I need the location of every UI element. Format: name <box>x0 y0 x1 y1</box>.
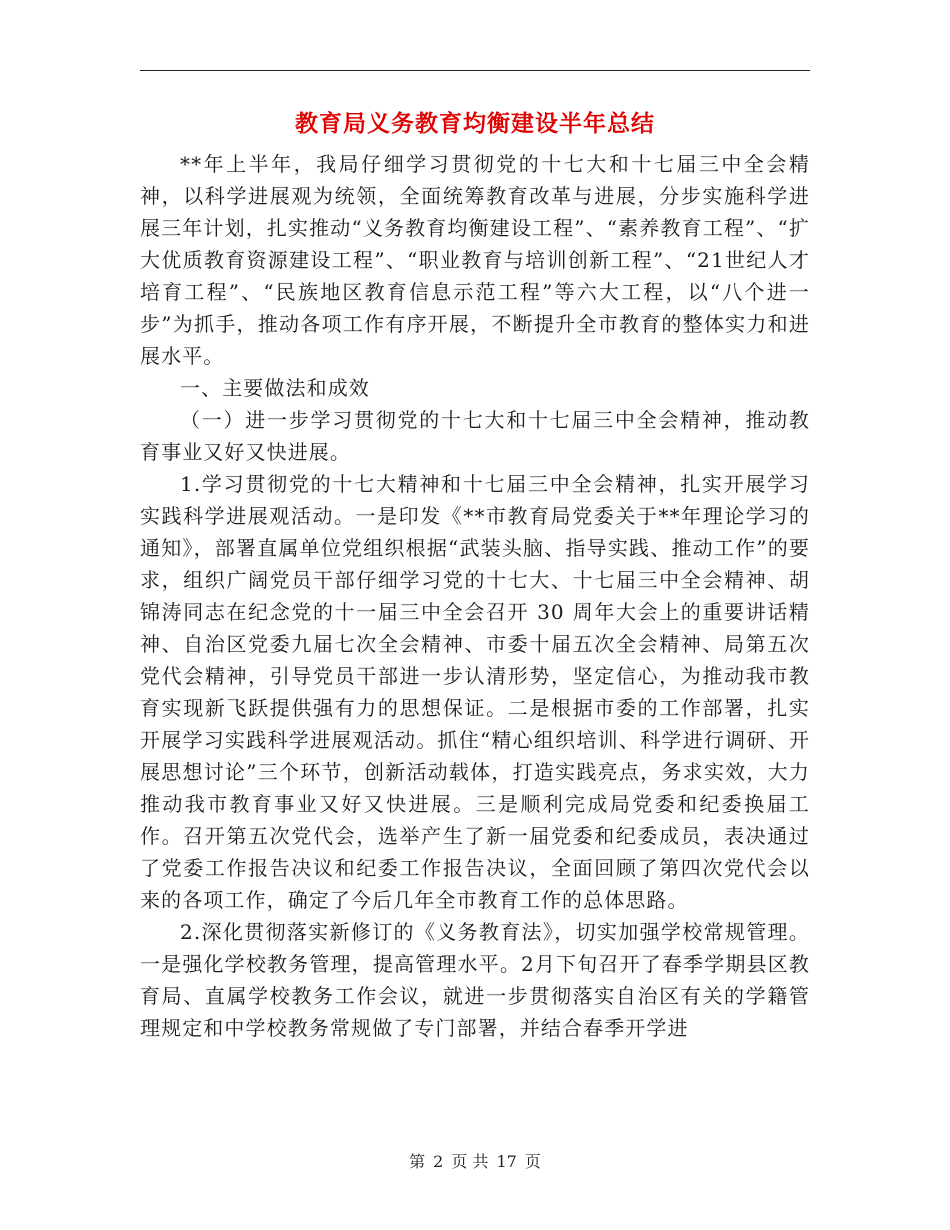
header-rule <box>140 70 810 71</box>
paragraph-item-1: 1.学习贯彻党的十七大精神和十七届三中全会精神，扎实开展学习实践科学进展观活动。一是印发《**市教育局党委关于**年理论学习的通知》，部署直属单位党组织根据“武装头脑、指导实践、推动工作”的要求，组织广阔党员干部仔细学习党的十七大、十七届三中全会精神、胡锦涛同志在纪念党的十一届三中全会召开 30 周年大会上的重要讲话精神、自治区党委九届七次全会精神、市委十届五次全会精神、局第五次党代会精神，引导党员干部进一步认清形势，坚定信心，为推动我市教育实现新飞跃提供强有力的思想保证。二是根据市委的工作部署，扎实开展学习实践科学进展观活动。抓住“精心组织培训、科学进行调研、开展思想讨论”三个环节，创新活动载体，打造实践亮点，务求实效，大力推动我市教育事业又好又快进展。三是顺利完成局党委和纪委换届工作。召开第五次党代会，选举产生了新一届党委和纪委成员，表决通过了党委工作报告决议和纪委工作报告决议，全面回顾了第四次党代会以来的各项工作，确定了今后几年全市教育工作的总体思路。 <box>140 472 810 912</box>
footer-suffix: 页 <box>524 1152 541 1171</box>
footer-page-number: 2 <box>433 1152 444 1171</box>
footer-middle: 页 共 <box>451 1152 489 1171</box>
footer-total-pages: 17 <box>496 1152 517 1171</box>
page-footer <box>0 1150 950 1174</box>
footer-prefix: 第 <box>409 1152 426 1171</box>
document-body <box>140 148 810 1044</box>
document-title: 教育局义务教育均衡建设半年总结 <box>295 110 655 137</box>
section-heading: 一、主要做法和成效 <box>180 376 370 400</box>
subsection-heading: （一）进一步学习贯彻党的十七大和十七届三中全会精神，推动教育事业又好又快进展。 <box>140 408 810 464</box>
paragraph-item-2: 2.深化贯彻落实新修订的《义务教育法》，切实加强学校常规管理。一是强化学校教务管理，提高管理水平。2月下旬召开了春季学期县区教育局、直属学校教务工作会议，就进一步贯彻落实自治区有关的学籍管理规定和中学校教务常规做了专门部署，并结合春季开学进 <box>140 920 810 1040</box>
paragraph-intro: **年上半年，我局仔细学习贯彻党的十七大和十七届三中全会精神，以科学进展观为统领，全面统筹教育改革与进展，分步实施科学进展三年计划，扎实推动“义务教育均衡建设工程”、“素养教育工程”、“扩大优质教育资源建设工程”、“职业教育与培训创新工程”、“21世纪人才培育工程”、“民族地区教育信息示范工程”等六大工程，以“八个进一步”为抓手，推动各项工作有序开展，不断提升全市教育的整体实力和进展水平。 <box>140 152 810 368</box>
